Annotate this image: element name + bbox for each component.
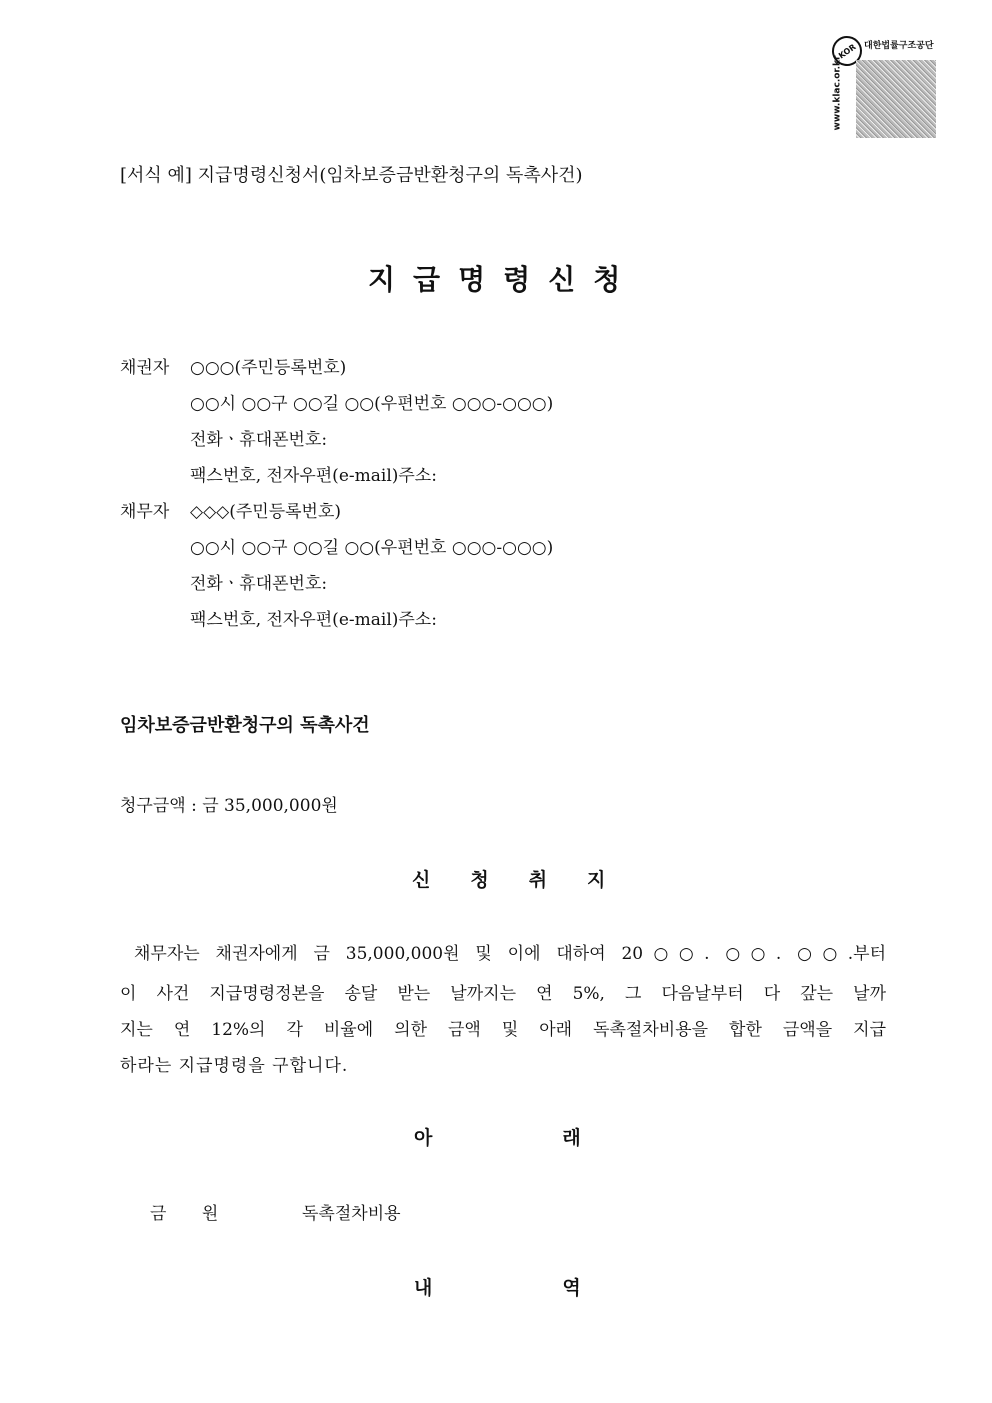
- purpose-line: 채무자는 채권자에게 금 35,000,000원 및 이에 대하여 20○○. ○○. ○○.부터: [134, 944, 886, 964]
- detail-heading: 내역: [414, 1277, 711, 1299]
- klac-stamp: [830, 36, 938, 140]
- creditor-phone: 전화ㆍ휴대폰번호:: [190, 430, 328, 450]
- creditor-address: ○○시 ○○구 ○○길 ○○(우편번호 ○○○-○○○): [190, 394, 554, 414]
- below-heading: 아래: [414, 1127, 711, 1149]
- stamp-url: www.klac.or.kr: [832, 55, 843, 131]
- form-label: [서식 예] 지급명령신청서(임차보증금반환청구의 독촉사건): [120, 165, 583, 186]
- qr-code: [856, 60, 936, 138]
- purpose-line: 이 사건 지급명령정본을 송달 받는 날까지는 연 5%, 그 다음날부터 다 갚는 날까: [120, 984, 886, 1004]
- page-title: 지급명령신청: [368, 263, 639, 296]
- purpose-line: 하라는 지급명령을 구합니다.: [120, 1056, 349, 1076]
- stamp-org: 대한법률구조공단: [864, 41, 934, 51]
- debtor-phone: 전화ㆍ휴대폰번호:: [190, 574, 328, 594]
- creditor-name: ○○○(주민등록번호): [190, 358, 347, 378]
- claim-amount: 청구금액 : 금 35,000,000원: [120, 796, 338, 816]
- debtor-name: ◇◇◇(주민등록번호): [190, 502, 342, 522]
- purpose-heading: 신청취지: [412, 869, 646, 891]
- case-name: 임차보증금반환청구의 독촉사건: [120, 715, 370, 736]
- debtor-label: 채무자: [120, 502, 170, 522]
- creditor-label: 채권자: [120, 358, 170, 378]
- debtor-address: ○○시 ○○구 ○○길 ○○(우편번호 ○○○-○○○): [190, 538, 554, 558]
- purpose-line: 지는 연 12%의 각 비율에 의한 금액 및 아래 독촉절차비용을 합한 금액을 지급: [120, 1020, 886, 1040]
- kor-logo: KOR: [826, 30, 868, 72]
- creditor-fax: 팩스번호, 전자우편(e-mail)주소:: [190, 466, 437, 486]
- debtor-fax: 팩스번호, 전자우편(e-mail)주소:: [190, 610, 437, 630]
- cost-label: 금 원: [150, 1204, 219, 1224]
- cost-desc: 독촉절차비용: [302, 1204, 401, 1224]
